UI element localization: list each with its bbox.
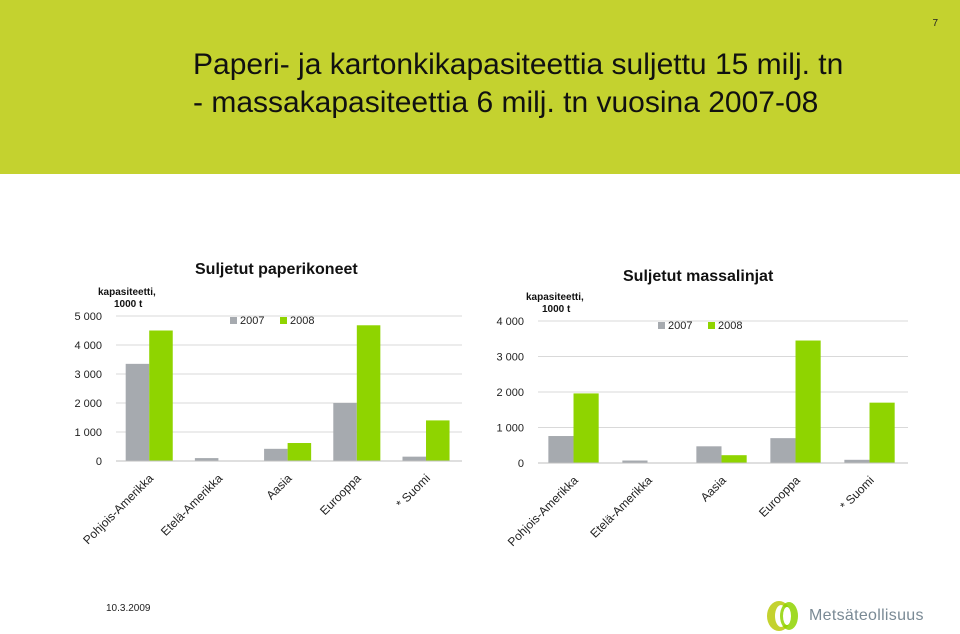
bar-2008-0: [574, 393, 599, 463]
brand-name: Metsäteollisuus: [809, 607, 924, 624]
paper-machines-chart: [50, 240, 470, 560]
y-axis-label: kapasiteetti, 1000 t: [526, 292, 584, 315]
bar-2008-4: [426, 420, 450, 461]
legend-swatch-2007: [230, 317, 237, 324]
bar-2007-4: [402, 457, 426, 461]
y-tick-label: 2 000: [496, 387, 524, 399]
chart-title: Suljetut paperikoneet: [195, 261, 358, 278]
y-tick-label: 0: [517, 458, 524, 470]
footer-date: 10.3.2009: [106, 603, 151, 614]
chart-svg: [480, 245, 920, 565]
title-banner: [0, 0, 960, 174]
y-axis-label: kapasiteetti, 1000 t: [98, 287, 156, 310]
metsateollisuus-logo: [765, 598, 924, 634]
bar-2007-3: [333, 403, 357, 461]
legend-label-2008: 2008: [290, 315, 315, 327]
y-tick-label: 3 000: [74, 369, 102, 381]
y-tick-label: 3 000: [496, 351, 524, 364]
bar-2007-2: [264, 449, 288, 461]
y-tick-label: 2 000: [74, 398, 102, 410]
category-label: Pohjois-Amerikka: [504, 473, 581, 550]
category-label: Aasia: [697, 473, 729, 505]
bar-2007-3: [770, 438, 795, 463]
bar-2007-2: [696, 446, 721, 463]
slide-title-line-2: - massakapasiteettia 6 milj. tn vuosina 2007-08: [193, 86, 819, 119]
category-label: Etelä-Amerikka: [587, 473, 655, 541]
slide-title-line-1: Paperi- ja kartonkikapasiteettia suljettu 15 milj. tn: [193, 48, 844, 81]
category-label: Etelä-Amerikka: [157, 471, 226, 539]
bar-2008-0: [149, 331, 173, 462]
bar-2008-3: [357, 325, 381, 461]
bar-2007-0: [126, 364, 150, 461]
bar-2007-0: [548, 436, 573, 463]
legend-swatch-2008: [280, 317, 287, 324]
leaf-logo-icon: [765, 599, 803, 633]
legend-swatch-2008: [708, 322, 715, 329]
pulp-lines-chart: [480, 245, 920, 565]
y-tick-label: 4 000: [496, 316, 524, 328]
slide-title: [193, 46, 843, 122]
category-label: * Suomi: [393, 471, 433, 511]
bar-2008-2: [722, 455, 747, 463]
legend-swatch-2007: [658, 322, 665, 329]
y-tick-label: 1 000: [74, 427, 102, 439]
category-label: Eurooppa: [756, 473, 803, 520]
legend-label-2007: 2007: [240, 315, 265, 327]
y-tick-label: 5 000: [74, 311, 102, 323]
bar-2008-4: [870, 403, 895, 463]
legend-label-2007: 2007: [668, 320, 693, 332]
legend-label-2008: 2008: [718, 320, 743, 332]
chart-svg: [50, 240, 470, 560]
category-label: Pohjois-Amerikka: [80, 471, 157, 548]
page-number: 7: [932, 18, 938, 29]
y-tick-label: 0: [95, 456, 102, 468]
category-label: Eurooppa: [317, 471, 364, 518]
bar-2008-2: [288, 443, 312, 461]
chart-title: Suljetut massalinjat: [623, 268, 774, 285]
category-label: * Suomi: [837, 473, 877, 513]
bar-2008-3: [796, 341, 821, 463]
category-label: Aasia: [263, 471, 295, 503]
y-tick-label: 1 000: [496, 422, 524, 435]
y-tick-label: 4 000: [74, 340, 102, 352]
